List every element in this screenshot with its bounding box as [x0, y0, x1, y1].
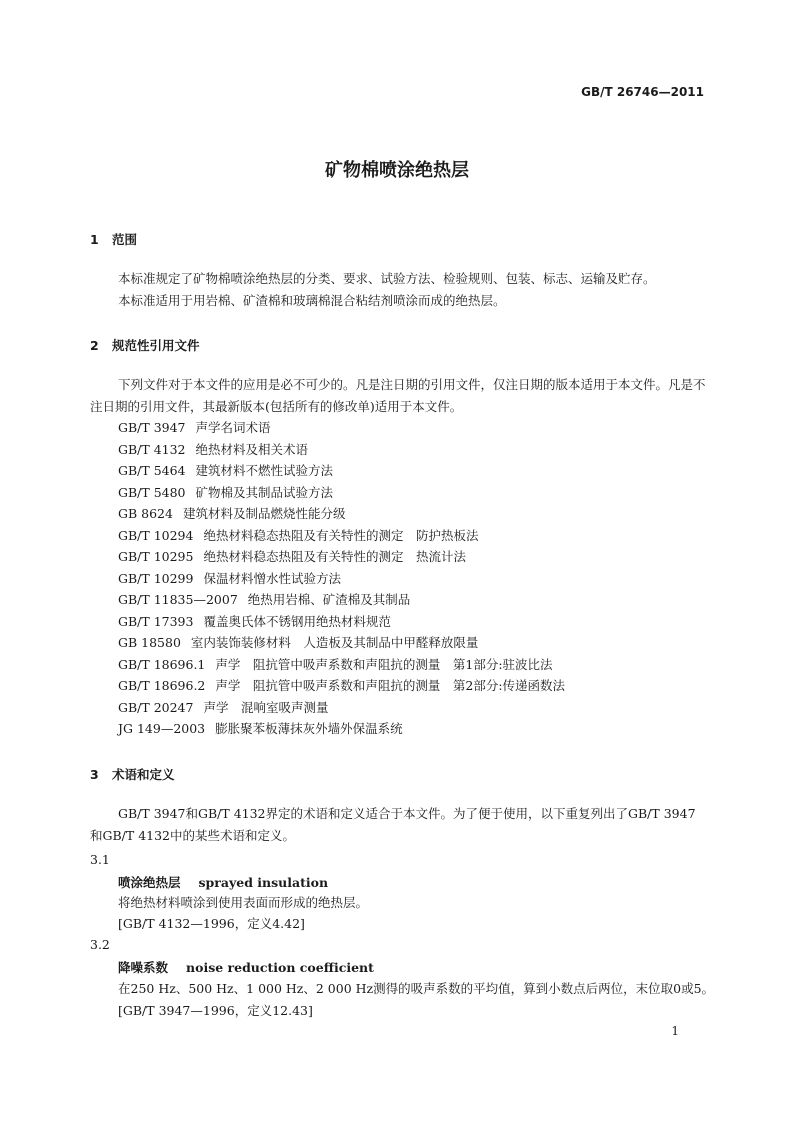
reference-code: GB/T 18696.2: [118, 678, 206, 693]
reference-code: GB/T 18696.1: [118, 656, 206, 672]
reference-code: GB/T 3947: [118, 420, 186, 435]
reference-code: GB 8624: [118, 506, 173, 521]
reference-item: [118, 589, 565, 611]
reference-code: GB/T 10294: [118, 527, 194, 543]
reference-title: 膨胀聚苯板薄抹灰外墙外保温系统: [215, 721, 403, 736]
reference-item: [118, 675, 565, 697]
reference-code: GB/T 5480: [118, 484, 186, 500]
term-chinese: 降噪系数: [118, 960, 169, 975]
reference-title: 室内装饰装修材料 人造板及其制品中甲醛释放限量: [190, 635, 479, 650]
section-2-heading: [90, 336, 200, 354]
term-heading: [118, 873, 328, 891]
reference-code: GB/T 17393: [118, 613, 194, 629]
section-number: 2: [90, 338, 99, 353]
reference-title: 绝热材料稳态热阻及有关特性的测定 防护热板法: [203, 527, 479, 543]
reference-title: 建筑材料及制品燃烧性能分级: [182, 506, 346, 521]
clause-number: 3.1: [90, 852, 110, 867]
term-source: [GB/T 4132—1996，定义4.42]: [118, 916, 305, 931]
section-3-heading: [90, 765, 175, 783]
term-source: [GB/T 3947—1996，定义12.43]: [118, 1003, 313, 1018]
reference-item: [118, 439, 565, 461]
term-definition: 在250 Hz、500 Hz、1 000 Hz、2 000 Hz测得的吸声系数的平均值，算到小数点后两位，末位取0或5。: [118, 981, 715, 996]
term-definition: 将绝热材料喷涂到使用表面而形成的绝热层。: [118, 895, 369, 910]
reference-code: GB/T 10299: [118, 570, 194, 586]
reference-title: 声学 混响室吸声测量: [203, 699, 329, 715]
reference-item: [118, 525, 565, 547]
section-1-heading: [90, 230, 137, 248]
section-number: 3: [90, 767, 99, 782]
reference-list: [118, 417, 565, 740]
reference-item: [118, 546, 565, 568]
section-title: 术语和定义: [112, 767, 175, 782]
reference-code: GB/T 11835—2007: [118, 592, 238, 607]
reference-item: [118, 632, 565, 654]
section-title: 规范性引用文件: [112, 338, 200, 353]
section-number: 1: [90, 232, 99, 247]
reference-item: [118, 482, 565, 504]
scope-paragraph-2: 本标准适用于用岩棉、矿渣棉和玻璃棉混合粘结剂喷涂而成的绝热层。: [118, 293, 506, 308]
reference-title: 绝热材料稳态热阻及有关特性的测定 热流计法: [203, 549, 466, 564]
reference-item: [118, 503, 565, 525]
reference-code: GB/T 4132: [118, 441, 186, 457]
reference-code: GB/T 10295: [118, 549, 194, 564]
reference-item: [118, 460, 565, 482]
reference-code: GB 18580: [118, 635, 181, 650]
reference-item: [118, 697, 565, 719]
section-title: 范围: [112, 232, 138, 247]
reference-item: [118, 417, 565, 439]
term-heading: [118, 958, 374, 976]
page-number: 1: [671, 1024, 679, 1038]
normative-references-intro: 下列文件对于本文件的应用是必不可少的。凡是注日期的引用文件，仅注日期的版本适用于本文件。凡是不注日期的引用文件，其最新版本(包括所有的修改单)适用于本文件。: [90, 377, 706, 414]
scope-paragraph-1: 本标准规定了矿物棉喷涂绝热层的分类、要求、试验方法、检验规则、包装、标志、运输及贮存。: [118, 271, 656, 286]
reference-title: 绝热用岩棉、矿渣棉及其制品: [247, 592, 411, 607]
reference-item: [118, 654, 565, 676]
reference-title: 声学 阻抗管中吸声系数和声阻抗的测量 第1部分:驻波比法: [215, 656, 553, 672]
reference-code: JG 149—2003: [118, 721, 206, 736]
reference-title: 矿物棉及其制品试验方法: [195, 484, 334, 500]
reference-item: [118, 568, 565, 590]
reference-title: 声学 阻抗管中吸声系数和声阻抗的测量 第2部分:传递函数法: [215, 678, 566, 693]
reference-code: GB/T 20247: [118, 699, 194, 715]
term-english: sprayed insulation: [198, 875, 329, 890]
reference-title: 保温材料憎水性试验方法: [203, 570, 341, 586]
reference-title: 建筑材料不燃性试验方法: [195, 463, 334, 478]
reference-title: 声学名词术语: [195, 420, 271, 435]
standard-code: GB/T 26746—2011: [581, 85, 704, 99]
document-title: 矿物棉喷涂绝热层: [325, 160, 469, 181]
term-chinese: 喷涂绝热层: [118, 875, 181, 890]
reference-item: [118, 718, 565, 740]
terms-intro: GB/T 3947和GB/T 4132界定的术语和定义适合于本文件。为了便于使用，以下重复列出了GB/T 3947和GB/T 4132中的某些术语和定义。: [90, 806, 696, 843]
reference-title: 绝热材料及相关术语: [195, 441, 309, 457]
reference-code: GB/T 5464: [118, 463, 186, 478]
reference-item: [118, 611, 565, 633]
term-english: noise reduction coefficient: [186, 960, 374, 975]
clause-number: 3.2: [90, 937, 110, 952]
reference-title: 覆盖奥氏体不锈钢用绝热材料规范: [203, 613, 391, 629]
